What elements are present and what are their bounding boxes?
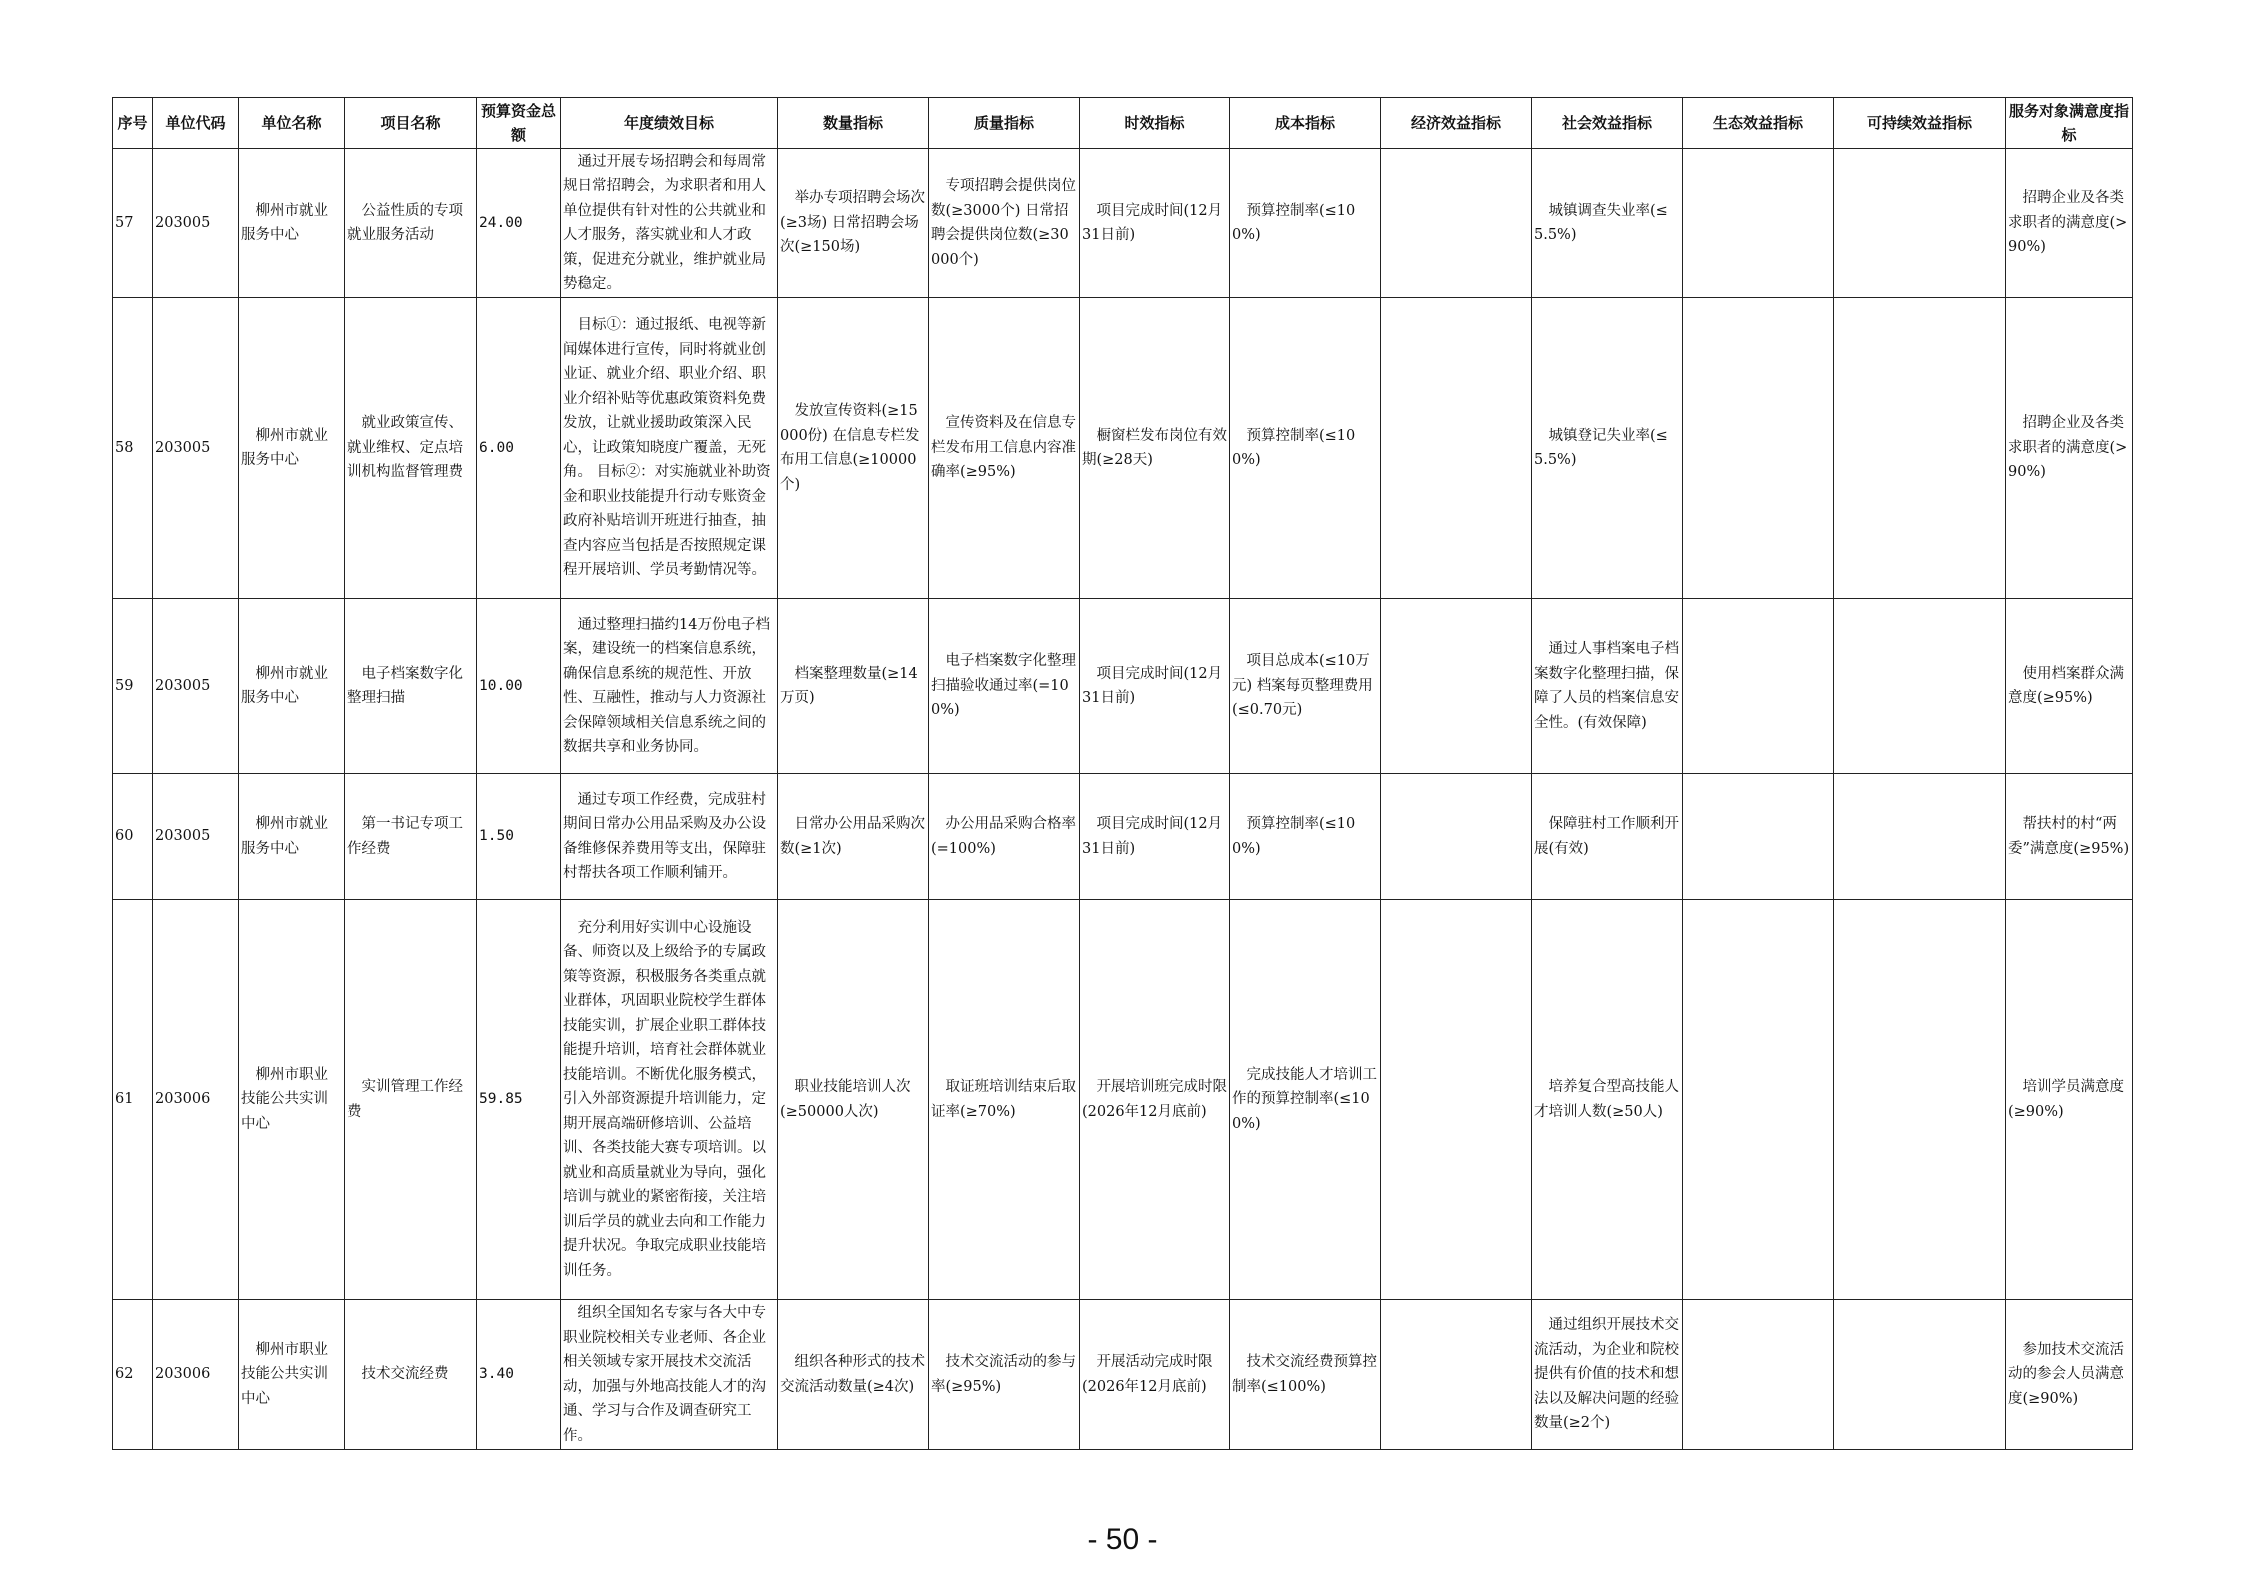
cell-quality (929, 900, 1080, 1300)
cell-budget: 24.00 (477, 149, 561, 298)
timeliness-text: 项目完成时间(12月31日前) (1082, 665, 1223, 706)
quantity-text: 日常办公用品采购次数(≥1次) (780, 816, 925, 857)
cell-seq: 57 (113, 149, 153, 298)
performance-table-container (112, 97, 2132, 1450)
social-text: 通过人事档案电子档案数字化整理扫描，保障了人员的档案信息安全性。(有效保障) (1534, 641, 1679, 731)
cost-text: 完成技能人才培训工作的预算控制率(≤100%) (1232, 1066, 1377, 1132)
header-unit-code: 单位代码 (153, 98, 239, 149)
cell-timeliness (1080, 599, 1230, 774)
quantity-text: 职业技能培训人次(≥50000人次) (780, 1079, 911, 1120)
timeliness-text: 开展培训班完成时限(2026年12月底前) (1082, 1079, 1227, 1120)
cell-sustainable (1834, 900, 2006, 1300)
cell-seq: 62 (113, 1300, 153, 1450)
unit-name-text: 柳州市职业技能公共实训中心 (241, 1341, 328, 1407)
table-row (113, 900, 2133, 1300)
annual-goal-text: 组织全国知名专家与各大中专职业院校相关专业老师、各企业相关领域专家开展技术交流活动，加强与外地高技能人才的沟通、学习与合作及调查研究工作。 (563, 1305, 766, 1444)
header-project-name: 项目名称 (345, 98, 477, 149)
cell-ecological (1683, 774, 1834, 900)
table-header-row (113, 98, 2133, 149)
project-name-text: 第一书记专项工作经费 (347, 816, 463, 857)
timeliness-text: 橱窗栏发布岗位有效期(≥28天) (1082, 427, 1227, 468)
table-row (113, 298, 2133, 599)
cell-unit-name (239, 774, 345, 900)
header-budget: 预算资金总额 (477, 98, 561, 149)
timeliness-text: 项目完成时间(12月31日前) (1082, 816, 1223, 857)
cell-sustainable (1834, 774, 2006, 900)
unit-name-text: 柳州市就业服务中心 (241, 665, 328, 706)
cell-quantity (778, 599, 929, 774)
cell-annual-goal (561, 149, 778, 298)
cell-sustainable (1834, 1300, 2006, 1450)
table-row (113, 774, 2133, 900)
cell-social (1532, 774, 1683, 900)
cell-seq: 61 (113, 900, 153, 1300)
quality-text: 办公用品采购合格率(=100%) (931, 816, 1076, 857)
project-name-text: 公益性质的专项就业服务活动 (347, 202, 463, 243)
cell-unit-code: 203005 (153, 149, 239, 298)
annual-goal-text: 通过开展专场招聘会和每周常规日常招聘会，为求职者和用人单位提供有针对性的公共就业和人才服务，落实就业和人才政策，促进充分就业，维护就业局势稳定。 (563, 153, 766, 292)
cell-unit-name (239, 599, 345, 774)
cell-ecological (1683, 1300, 1834, 1450)
cell-annual-goal (561, 774, 778, 900)
quality-text: 技术交流活动的参与率(≥95%) (931, 1354, 1076, 1395)
cell-economic (1381, 900, 1532, 1300)
quality-text: 专项招聘会提供岗位数(≥3000个) 日常招聘会提供岗位数(≥30000个) (931, 178, 1076, 268)
satisfaction-text: 使用档案群众满意度(≥95%) (2008, 665, 2124, 706)
cell-timeliness (1080, 1300, 1230, 1450)
cell-satisfaction (2006, 599, 2133, 774)
cell-project-name (345, 149, 477, 298)
quality-text: 电子档案数字化整理扫描验收通过率(=100%) (931, 653, 1076, 719)
cell-economic (1381, 1300, 1532, 1450)
cost-text: 项目总成本(≤10万元) 档案每页整理费用(≤0.70元) (1232, 653, 1373, 719)
cell-cost (1230, 298, 1381, 599)
cell-unit-code: 203005 (153, 599, 239, 774)
header-cost: 成本指标 (1230, 98, 1381, 149)
cell-sustainable (1834, 599, 2006, 774)
cell-annual-goal (561, 599, 778, 774)
social-text: 培养复合型高技能人才培训人数(≥50人) (1534, 1079, 1679, 1120)
quantity-text: 档案整理数量(≥14万页) (780, 665, 918, 706)
timeliness-text: 开展活动完成时限(2026年12月底前) (1082, 1354, 1213, 1395)
cell-cost (1230, 599, 1381, 774)
cell-quantity (778, 774, 929, 900)
cell-quality (929, 599, 1080, 774)
unit-name-text: 柳州市就业服务中心 (241, 202, 328, 243)
cell-budget: 1.50 (477, 774, 561, 900)
header-timeliness: 时效指标 (1080, 98, 1230, 149)
unit-name-text: 柳州市就业服务中心 (241, 816, 328, 857)
cell-sustainable (1834, 149, 2006, 298)
cell-cost (1230, 149, 1381, 298)
cell-cost (1230, 1300, 1381, 1450)
cell-satisfaction (2006, 1300, 2133, 1450)
table-row (113, 1300, 2133, 1450)
cell-economic (1381, 774, 1532, 900)
cell-ecological (1683, 599, 1834, 774)
cell-timeliness (1080, 298, 1230, 599)
cell-seq: 58 (113, 298, 153, 599)
cost-text: 技术交流经费预算控制率(≤100%) (1232, 1354, 1377, 1395)
cell-social (1532, 298, 1683, 599)
cell-ecological (1683, 298, 1834, 599)
annual-goal-text: 通过整理扫描约14万份电子档案，建设统一的档案信息系统，确保信息系统的规范性、开放性、互融性，推动与人力资源社会保障领域相关信息系统之间的数据共享和业务协同。 (563, 616, 770, 755)
cell-seq: 59 (113, 599, 153, 774)
cell-seq: 60 (113, 774, 153, 900)
cell-satisfaction (2006, 900, 2133, 1300)
cell-satisfaction (2006, 774, 2133, 900)
cell-budget: 6.00 (477, 298, 561, 599)
social-text: 城镇调查失业率(≤5.5%) (1534, 202, 1668, 243)
cell-quantity (778, 900, 929, 1300)
header-economic: 经济效益指标 (1381, 98, 1532, 149)
cell-social (1532, 900, 1683, 1300)
header-annual-goal: 年度绩效目标 (561, 98, 778, 149)
cell-ecological (1683, 900, 1834, 1300)
cell-cost (1230, 900, 1381, 1300)
project-name-text: 就业政策宣传、就业维权、定点培训机构监督管理费 (347, 415, 463, 481)
unit-name-text: 柳州市就业服务中心 (241, 427, 328, 468)
cell-economic (1381, 149, 1532, 298)
header-satisfaction: 服务对象满意度指标 (2006, 98, 2133, 149)
timeliness-text: 项目完成时间(12月31日前) (1082, 202, 1223, 243)
cell-economic (1381, 298, 1532, 599)
cell-unit-code: 203006 (153, 900, 239, 1300)
cell-social (1532, 599, 1683, 774)
quantity-text: 组织各种形式的技术交流活动数量(≥4次) (780, 1354, 925, 1395)
project-name-text: 电子档案数字化整理扫描 (347, 665, 463, 706)
cell-unit-name (239, 298, 345, 599)
cell-quantity (778, 298, 929, 599)
cell-quantity (778, 1300, 929, 1450)
cell-project-name (345, 900, 477, 1300)
cell-satisfaction (2006, 149, 2133, 298)
social-text: 保障驻村工作顺利开展(有效) (1534, 816, 1679, 857)
cell-quality (929, 298, 1080, 599)
cost-text: 预算控制率(≤100%) (1232, 816, 1356, 857)
header-ecological: 生态效益指标 (1683, 98, 1834, 149)
header-unit-name: 单位名称 (239, 98, 345, 149)
cell-unit-name (239, 149, 345, 298)
annual-goal-text: 通过专项工作经费，完成驻村期间日常办公用品采购及办公设备维修保养费用等支出，保障驻村帮扶各项工作顺利铺开。 (563, 791, 766, 881)
quantity-text: 发放宣传资料(≥15000份) 在信息专栏发布用工信息(≥10000个) (780, 403, 920, 493)
cost-text: 预算控制率(≤100%) (1232, 427, 1356, 468)
cell-unit-code: 203005 (153, 298, 239, 599)
cell-social (1532, 149, 1683, 298)
cell-project-name (345, 1300, 477, 1450)
cell-unit-name (239, 1300, 345, 1450)
cell-unit-name (239, 900, 345, 1300)
cell-quantity (778, 149, 929, 298)
page-number: - 50 - (1087, 1523, 1158, 1556)
cell-unit-code: 203005 (153, 774, 239, 900)
cell-quality (929, 1300, 1080, 1450)
cell-timeliness (1080, 774, 1230, 900)
cell-economic (1381, 599, 1532, 774)
cell-sustainable (1834, 298, 2006, 599)
satisfaction-text: 帮扶村的村“两委”满意度(≥95%) (2008, 816, 2130, 857)
cell-satisfaction (2006, 298, 2133, 599)
table-row (113, 599, 2133, 774)
cell-quality (929, 774, 1080, 900)
cell-budget: 3.40 (477, 1300, 561, 1450)
social-text: 城镇登记失业率(≤5.5%) (1534, 427, 1668, 468)
cell-unit-code: 203006 (153, 1300, 239, 1450)
cell-cost (1230, 774, 1381, 900)
satisfaction-text: 参加技术交流活动的参会人员满意度(≥90%) (2008, 1341, 2124, 1407)
header-quantity: 数量指标 (778, 98, 929, 149)
cell-annual-goal (561, 298, 778, 599)
cell-project-name (345, 599, 477, 774)
performance-goals-table (112, 97, 2133, 1450)
header-social: 社会效益指标 (1532, 98, 1683, 149)
satisfaction-text: 培训学员满意度(≥90%) (2008, 1079, 2124, 1120)
cell-annual-goal (561, 1300, 778, 1450)
cell-timeliness (1080, 149, 1230, 298)
annual-goal-text: 目标①：通过报纸、电视等新闻媒体进行宣传，同时将就业创业证、就业介绍、职业介绍、职业介绍补贴等优惠政策资料免费发放，让就业援助政策深入民心，让政策知晓度广覆盖，无死角。 目标②：对实施就业补助资金和职业技能提升行动专账资金政府补贴培训开班进行抽查，抽查内容应当包括是否按照规定课程开展培训、学员考勤情况等。 (563, 317, 771, 579)
cell-project-name (345, 298, 477, 599)
cell-budget: 59.85 (477, 900, 561, 1300)
social-text: 通过组织开展技术交流活动，为企业和院校提供有价值的技术和想法以及解决问题的经验数量(≥2个) (1534, 1317, 1679, 1432)
satisfaction-text: 招聘企业及各类求职者的满意度(>90%) (2008, 415, 2128, 481)
cell-quality (929, 149, 1080, 298)
header-seq: 序号 (113, 98, 153, 149)
cell-project-name (345, 774, 477, 900)
unit-name-text: 柳州市职业技能公共实训中心 (241, 1066, 328, 1132)
cell-budget: 10.00 (477, 599, 561, 774)
quantity-text: 举办专项招聘会场次(≥3场) 日常招聘会场次(≥150场) (780, 190, 925, 256)
cell-social (1532, 1300, 1683, 1450)
quality-text: 宣传资料及在信息专栏发布用工信息内容准确率(≥95%) (931, 415, 1076, 481)
project-name-text: 技术交流经费 (361, 1366, 449, 1383)
annual-goal-text: 充分利用好实训中心设施设备、师资以及上级给予的专属政策等资源，积极服务各类重点就业群体，巩固职业院校学生群体技能实训，扩展企业职工群体技能提升培训，培育社会群体就业技能培训。不断优化服务模式，引入外部资源提升培训能力，定期开展高端研修培训、公益培训、各类技能大赛专项培训。以就业和高质量就业为导向，强化培训与就业的紧密衔接，关注培训后学员的就业去向和工作能力提升状况。争取完成职业技能培训任务。 (563, 919, 766, 1279)
satisfaction-text: 招聘企业及各类求职者的满意度(>90%) (2008, 190, 2128, 256)
cell-ecological (1683, 149, 1834, 298)
cost-text: 预算控制率(≤100%) (1232, 202, 1356, 243)
header-sustainable: 可持续效益指标 (1834, 98, 2006, 149)
cell-timeliness (1080, 900, 1230, 1300)
header-quality: 质量指标 (929, 98, 1080, 149)
project-name-text: 实训管理工作经费 (347, 1079, 463, 1120)
quality-text: 取证班培训结束后取证率(≥70%) (931, 1079, 1076, 1120)
table-row (113, 149, 2133, 298)
cell-annual-goal (561, 900, 778, 1300)
